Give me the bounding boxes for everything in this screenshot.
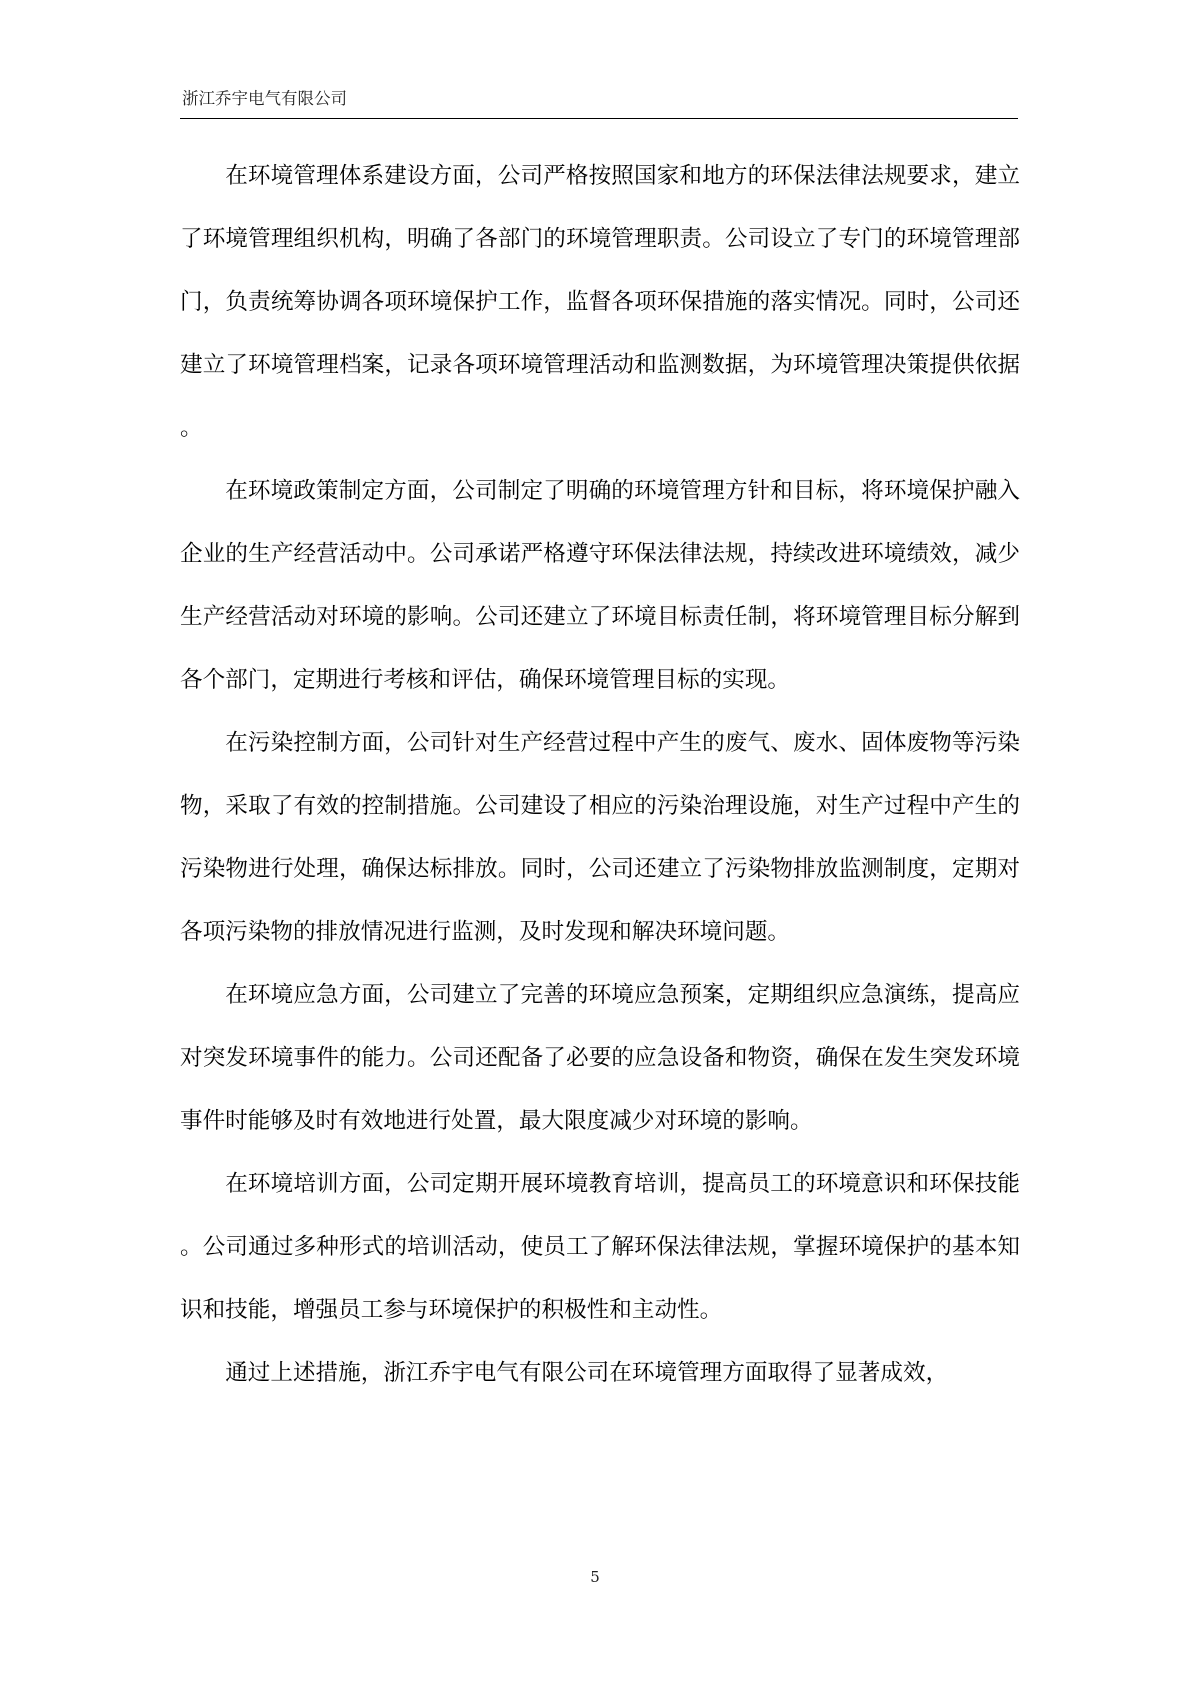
paragraph-environment-training: 在环境培训方面，公司定期开展环境教育培训，提高员工的环境意识和环保技能。公司通过多种形式的培训活动，使员工了解环保法律法规，掌握环境保护的基本知识和技能，增强员工参与环境保护的积极性和主动性。: [180, 1171, 1020, 1323]
paragraph-pollution-control: 在污染控制方面，公司针对生产经营过程中产生的废气、废水、固体废物等污染物，采取了有效的控制措施。公司建设了相应的污染治理设施，对生产过程中产生的污染物进行处理，确保达标排放。同时，公司还建立了污染物排放监测制度，定期对各项污染物的排放情况进行监测，及时发现和解决环境问题。: [180, 730, 1020, 945]
paragraph-emergency-response: 在环境应急方面，公司建立了完善的环境应急预案，定期组织应急演练，提高应对突发环境事件的能力。公司还配备了必要的应急设备和物资，确保在发生突发环境事件时能够及时有效地进行处置，最大限度减少对环境的影响。: [180, 982, 1020, 1134]
paragraph-environment-policy: 在环境政策制定方面，公司制定了明确的环境管理方针和目标，将环境保护融入企业的生产经营活动中。公司承诺严格遵守环保法律法规，持续改进环境绩效，减少生产经营活动对环境的影响。公司还建立了环境目标责任制，将环境管理目标分解到各个部门，定期进行考核和评估，确保环境管理目标的实现。: [180, 478, 1020, 693]
page-number: 5: [590, 1568, 600, 1586]
paragraph-summary: 通过上述措施，浙江乔宇电气有限公司在环境管理方面取得了显著成效，: [225, 1360, 949, 1386]
body-text: [180, 145, 1020, 1405]
paragraph-environment-system: 在环境管理体系建设方面，公司严格按照国家和地方的环保法律法规要求，建立了环境管理组织机构，明确了各部门的环境管理职责。公司设立了专门的环境管理部门，负责统筹协调各项环境保护工作，监督各项环保措施的落实情况。同时，公司还建立了环境管理档案，记录各项环境管理活动和监测数据，为环境管理决策提供依据。: [180, 163, 1020, 441]
header-company-name: 浙江乔宇电气有限公司: [182, 89, 347, 108]
page-header: [180, 86, 1018, 119]
